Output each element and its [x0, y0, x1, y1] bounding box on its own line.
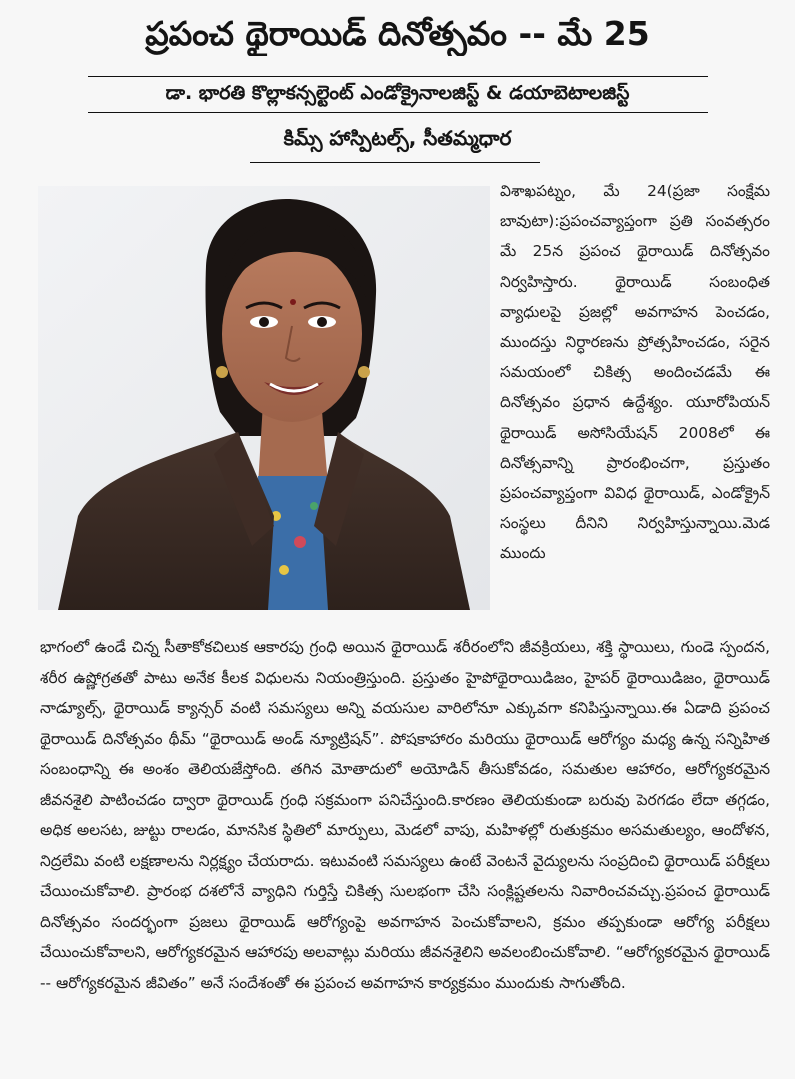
- byline: డా. భారతి కొల్లాకన్సల్టెంట్ ఎండోక్రైనాలజిస్ట్ & డయాబెటాలజిస్ట్: [165, 82, 630, 104]
- affiliation: కిమ్స్ హాస్పిటల్స్, సీతమ్మధార: [283, 126, 512, 150]
- headline: ప్రపంచ థైరాయిడ్ దినోత్సవం -- మే 25: [145, 14, 650, 53]
- doctor-photo: [38, 186, 490, 610]
- article-column-text: విశాఖపట్నం, మే 24(ప్రజా సంక్షేమ బావుటా):ప్రపంచవ్యాప్తంగా ప్రతి సంవత్సరం మే 25న ప్రపంచ థైరాయిడ్ దినోత్సవం నిర్వహిస్తారు. థైరాయిడ్ సంబంధిత వ్యాధులపై ప్రజల్లో అవగాహన పెంచడం, ముందస్తు నిర్ధారణను ప్రోత్సహించడం, సరైన సమయంలో చికిత్స అందించడమే ఈ దినోత్సవం ప్రధాన ఉద్దేశ్యం. యూరోపియన్ థైరాయిడ్ అసోసియేషన్ 2008లో ఈ దినోత్సవాన్ని ప్రారంభించగా, ప్రస్తుతం ప్రపంచవ్యాప్తంగా వివిధ థైరాయిడ్, ఎండోక్రైన్ సంస్థలు దీనిని నిర్వహిస్తున్నాయి.మెడ ముందు: [500, 182, 770, 563]
- affiliation-rule: [250, 162, 540, 163]
- byline-bottom-rule: [88, 112, 708, 113]
- byline-top-rule: [88, 76, 708, 77]
- article-body-text: భాగంలో ఉండే చిన్న సీతాకోకచిలుక ఆకారపు గ్రంధి అయిన థైరాయిడ్ శరీరంలోని జీవక్రియలు, శక్తి స్థాయిలు, గుండె స్పందన, శరీర ఉష్ణోగ్రతతో పాటు అనేక కీలక విధులను నియంత్రిస్తుంది. ప్రస్తుతం హైపోథైరాయిడిజం, హైపర్ థైరాయిడిజం, థైరాయిడ్ నాడ్యూల్స్, థైరాయిడ్ క్యాన్సర్ వంటి సమస్యలు అన్ని వయసుల వారిలోనూ ఎక్కువగా కనిపిస్తున్నాయి.ఈ ఏడాది ప్రపంచ థైరాయిడ్ దినోత్సవం థీమ్ “థైరాయిడ్ అండ్ న్యూట్రిషన్”. పోషకాహారం మరియు థైరాయిడ్ ఆరోగ్యం మధ్య ఉన్న సన్నిహిత సంబంధాన్ని ఈ అంశం తెలియజేస్తోంది. తగిన మోతాదులో అయోడిన్ తీసుకోవడం, సమతుల ఆహారం, ఆరోగ్యకరమైన జీవనశైలి పాటించడం ద్వారా థైరాయిడ్ గ్రంధి సక్రమంగా పనిచేస్తుంది.కారణం తెలియకుండా బరువు పెరగడం లేదా తగ్గడం, అధిక అలసట, జుట్టు రాలడం, మానసిక స్థితిలో మార్పులు, మెడలో వాపు, మహిళల్లో రుతుక్రమం అసమతుల్యం, ఆందోళన, నిద్రలేమి వంటి లక్షణాలను నిర్లక్ష్యం చేయరాదు. ఇటువంటి సమస్యలు ఉంటే వెంటనే వైద్యులను సంప్రదించి థైరాయిడ్ పరీక్షలు చేయించుకోవాలి. ప్రారంభ దశలోనే వ్యాధిని గుర్తిస్తే చికిత్స సులభంగా చేసి సంక్లిష్టతలను నివారించవచ్చు.ప్రపంచ థైరాయిడ్ దినోత్సవం సందర్భంగా ప్రజలు థైరాయిడ్ ఆరోగ్యంపై అవగాహన పెంచుకోవాలని, క్రమం తప్పకుండా ఆరోగ్య పరీక్షలు చేయించుకోవాలని, ఆరోగ్యకరమైన ఆహారపు అలవాట్లు మరియు జీవనశైలిని అవలంబించుకోవాలి. “ఆరోగ్యకరమైన థైరాయిడ్ -- ఆరోగ్యకరమైన జీవితం” అనే సందేశంతో ఈ ప్రపంచ అవగాహన కార్యక్రమం ముందుకు సాగుతోంది.: [40, 638, 770, 992]
